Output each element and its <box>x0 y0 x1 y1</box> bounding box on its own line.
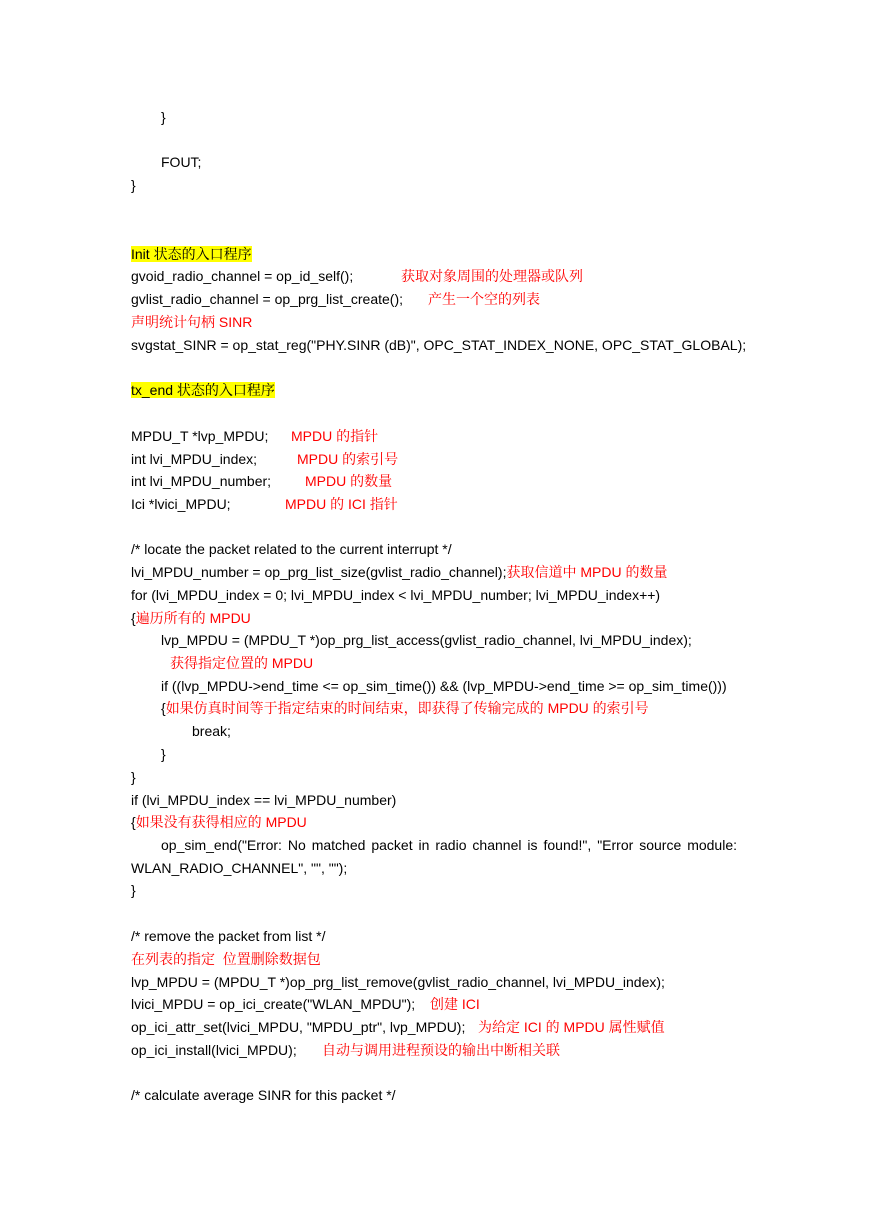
open-brace: { <box>131 814 136 830</box>
list-access-line: lvp_MPDU = (MPDU_T *)op_prg_list_access(gvlist_radio_channel, lvi_MPDU_index); <box>161 632 692 648</box>
txend-heading <box>131 381 275 399</box>
ici-decl: Ici *lvici_MPDU; <box>131 496 231 512</box>
gvoid-note: 获取对象周围的处理器或队列 <box>401 268 583 284</box>
list-size-code: lvi_MPDU_number = op_prg_list_size(gvlist_radio_channel); <box>131 564 507 580</box>
sinr-comment: /* calculate average SINR for this packet */ <box>131 1087 396 1103</box>
mpdu-index-decl: int lvi_MPDU_index; <box>131 451 258 467</box>
list-size-note: 获取信道中 MPDU 的数量 <box>506 564 668 580</box>
open-brace: { <box>161 700 166 716</box>
sinr-note: 声明统计句柄 SINR <box>131 314 253 330</box>
locate-comment: /* locate the packet related to the current interrupt */ <box>131 541 452 557</box>
ici-create-note: 创建 ICI <box>430 996 480 1012</box>
ici-create-line: lvici_MPDU = op_ici_create("WLAN_MPDU"); <box>131 996 416 1012</box>
list-size-line <box>131 563 667 581</box>
if-index-line: if (lvi_MPDU_index == lvi_MPDU_number) <box>131 792 397 808</box>
fout-statement: FOUT; <box>161 154 202 170</box>
ici-attr-note: 为给定 ICI 的 MPDU 属性赋值 <box>478 1019 665 1035</box>
list-access-note: 获得指定位置的 MPDU <box>170 655 314 671</box>
closing-brace: } <box>161 746 166 762</box>
mpdu-number-note: MPDU 的数量 <box>305 473 393 489</box>
not-found-note: 如果没有获得相应的 MPDU <box>135 814 307 830</box>
init-heading-highlight: Init 状态的入口程序 <box>131 246 252 262</box>
traverse-line <box>131 609 251 627</box>
list-remove-line: lvp_MPDU = (MPDU_T *)op_prg_list_remove(gvlist_radio_channel, lvi_MPDU_index); <box>131 974 665 990</box>
if-time-note-line <box>161 699 649 717</box>
gvoid-line: gvoid_radio_channel = op_id_self(); <box>131 268 354 284</box>
traverse-note: 遍历所有的 MPDU <box>135 610 251 626</box>
if-time-note: 如果仿真时间等于指定结束的时间结束，即获得了传输完成的 MPDU 的索引号 <box>165 700 649 716</box>
break-statement: break; <box>192 723 231 739</box>
open-brace: { <box>131 610 136 626</box>
mpdu-index-note: MPDU 的索引号 <box>297 451 399 467</box>
closing-brace: } <box>131 882 136 898</box>
mpdu-pointer-decl: MPDU_T *lvp_MPDU; <box>131 428 269 444</box>
closing-brace: } <box>131 177 136 193</box>
closing-brace: } <box>131 769 136 785</box>
gvlist-note: 产生一个空的列表 <box>428 291 540 307</box>
sim-end-continuation: WLAN_RADIO_CHANNEL", "", ""); <box>131 860 348 876</box>
svgstat-line: svgstat_SINR = op_stat_reg("PHY.SINR (dB)", OPC_STAT_INDEX_NONE, OPC_STAT_GLOBAL); <box>131 337 747 353</box>
closing-brace: } <box>161 109 166 125</box>
mpdu-number-decl: int lvi_MPDU_number; <box>131 473 272 489</box>
remove-note: 在列表的指定 位置删除数据包 <box>131 951 321 967</box>
not-found-line <box>131 813 307 831</box>
ici-attr-line: op_ici_attr_set(lvici_MPDU, "MPDU_ptr", lvp_MPDU); <box>131 1019 466 1035</box>
ici-note: MPDU 的 ICI 指针 <box>285 496 398 512</box>
ici-install-line: op_ici_install(lvici_MPDU); <box>131 1042 297 1058</box>
mpdu-pointer-note: MPDU 的指针 <box>291 428 379 444</box>
for-loop-line: for (lvi_MPDU_index = 0; lvi_MPDU_index < lvi_MPDU_number; lvi_MPDU_index++) <box>131 587 661 603</box>
remove-comment: /* remove the packet from list */ <box>131 928 326 944</box>
txend-heading-highlight: tx_end 状态的入口程序 <box>131 382 275 398</box>
gvlist-line: gvlist_radio_channel = op_prg_list_create(); <box>131 291 403 307</box>
ici-install-note: 自动与调用进程预设的输出中断相关联 <box>322 1042 560 1058</box>
init-heading <box>131 245 252 263</box>
sim-end-line: op_sim_end("Error: No matched packet in radio channel is found!", "Error source module: <box>161 837 737 853</box>
if-time-line: if ((lvp_MPDU->end_time <= op_sim_time()) && (lvp_MPDU->end_time >= op_sim_time())) <box>161 678 727 694</box>
